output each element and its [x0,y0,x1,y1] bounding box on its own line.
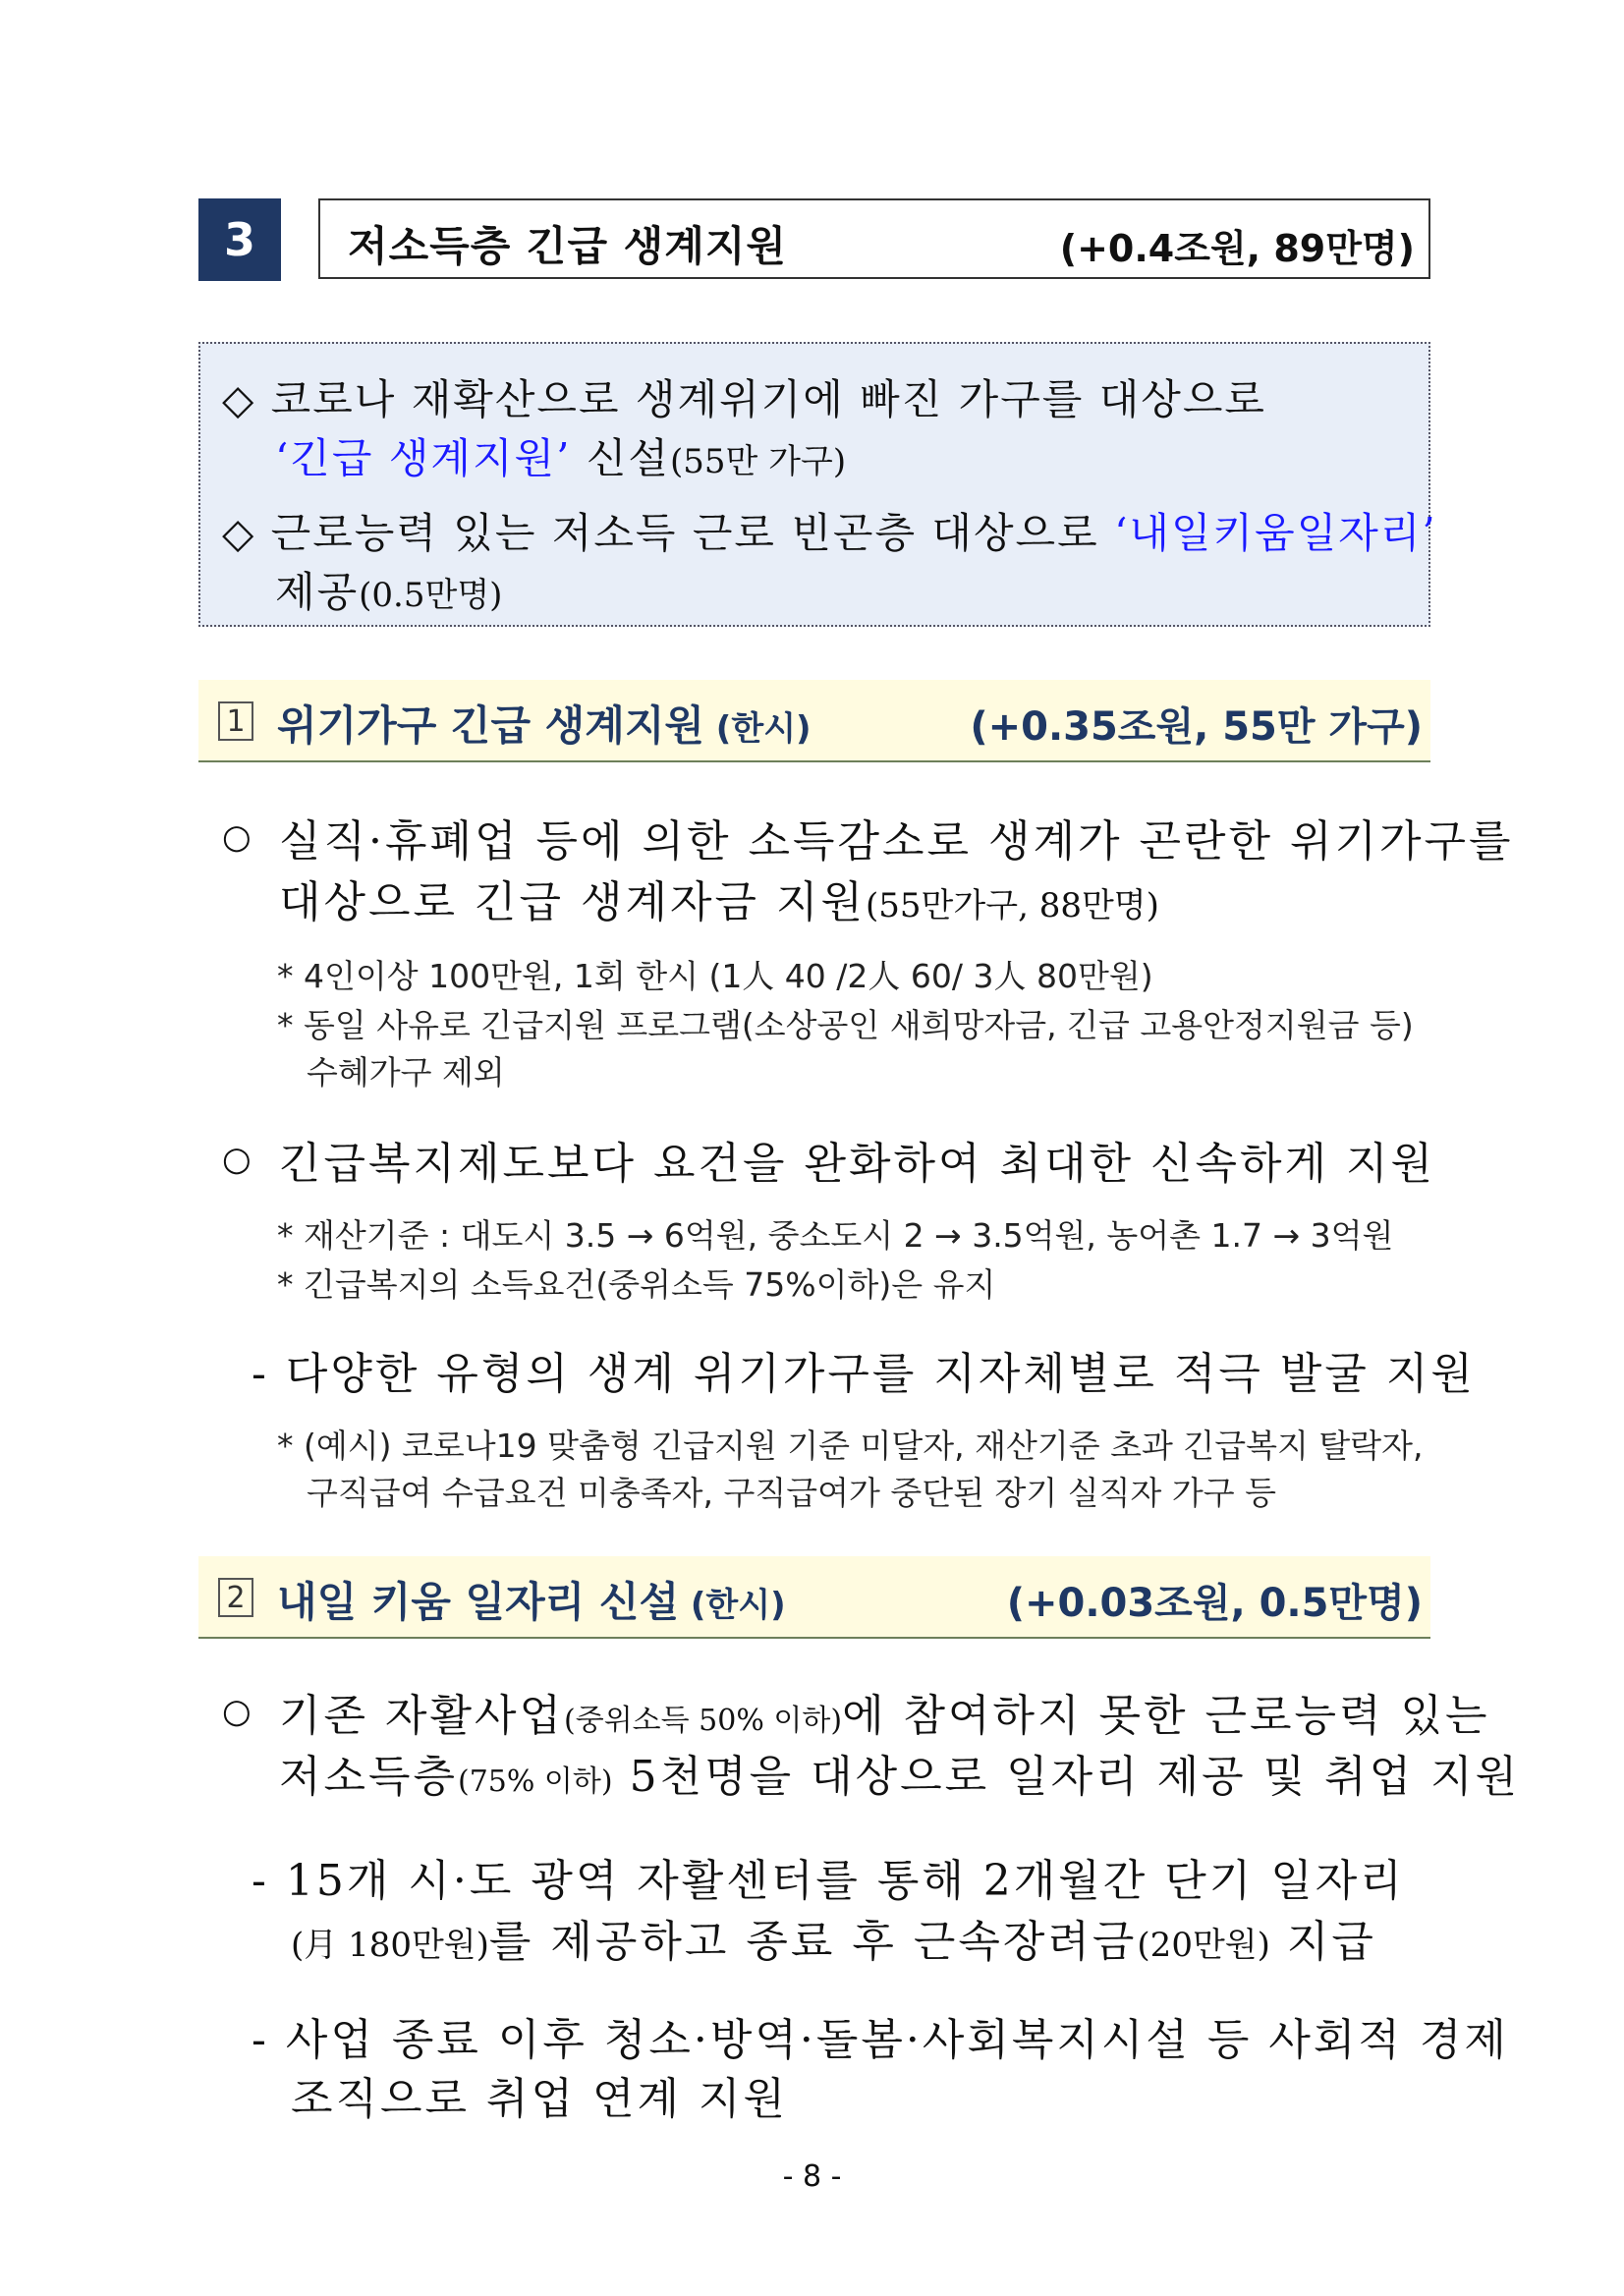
body-line [279,867,1159,929]
subsection-tag: (한시) [679,1586,786,1625]
section-title-box [318,198,1430,279]
subsection-title [277,694,812,753]
summary-box [198,342,1437,627]
section-title: 저소득층 긴급 생계지원 [348,222,787,270]
bullet-icon: ○ [222,817,252,857]
body-line: 긴급복지제도보다 요건을 완화하여 최대한 신속하게 지원 [279,1139,1436,1189]
summary-quote-1: ‘긴급 생계지원’ [275,434,572,482]
body-small: (20만원) [1137,1926,1270,1965]
bullet-icon: ○ [222,1692,252,1731]
subsection-number: 1 [218,701,253,741]
dash-line: 조직으로 취업 연계 지원 [291,2074,788,2124]
body-small: (중위소득 50% 이하) [564,1704,843,1738]
body-small: (75% 이하) [458,1764,613,1799]
note: 수혜가구 제외 [307,1053,505,1092]
subsection-title-text: 내일 키움 일자리 신설 [277,1578,680,1626]
summary-quote-2: ‘내일키움일자리’ [1114,509,1437,557]
body-text: 에 참여하지 못한 근로능력 있는 [842,1691,1490,1741]
subsection-title-text: 위기가구 긴급 생계지원 [277,701,704,750]
summary-line-2 [275,426,846,485]
note: 구직급여 수급요건 미충족자, 구직급여가 중단된 장기 실직자 가구 등 [307,1474,1276,1512]
body-text: 를 제공하고 종료 후 근속장려금 [488,1917,1138,1967]
note: * 재산기준 : 대도시 3.5 → 6억원, 중소도시 2 → 3.5억원, 농어촌 1.7 → 3억원 [277,1216,1394,1255]
dash-line [291,1906,1376,1969]
summary-text: 신설 [571,434,670,482]
section-meta: (+0.4조원, 89만명) [1059,227,1415,270]
summary-line-1: ◇ 코로나 재확산으로 생계위기에 빠진 가구를 대상으로 [222,375,1266,423]
summary-line-3 [222,501,1437,560]
dash-line: - 다양한 유형의 생계 위기가구를 지자체별로 적극 발굴 지원 [252,1349,1476,1399]
summary-text: ◇ 근로능력 있는 저소득 근로 빈곤층 대상으로 [222,509,1115,557]
dash-line: - 15개 시·도 광역 자활센터를 통해 2개월간 단기 일자리 [252,1856,1405,1906]
subsection-tag: (한시) [703,709,812,749]
note: * 긴급복지의 소득요건(중위소득 75%이하)은 유지 [277,1265,996,1304]
summary-small: (55만 가구) [669,442,847,481]
note: * 동일 사유로 긴급지원 프로그램(소상공인 새희망자금, 긴급 고용안정지원금 등) [277,1006,1414,1044]
summary-small: (0.5만명) [359,576,503,615]
summary-line-4 [275,560,502,619]
subsection-number: 2 [218,1578,253,1617]
body-line [279,1680,1490,1743]
body-text: 대상으로 긴급 생계자금 지원 [279,877,867,927]
page-number: - 8 - [782,2159,842,2194]
body-line [279,1741,1520,1804]
note: * 4인이상 100만원, 1회 한시 (1人 40 /2人 60/ 3人 80만원) [277,957,1153,995]
summary-text: 제공 [275,568,360,616]
subsection-meta: (+0.03조원, 0.5만명) [1006,1581,1423,1626]
body-text: 5천명을 대상으로 일자리 제공 및 취업 지원 [612,1752,1521,1802]
body-text: 저소득층 [279,1752,459,1802]
body-text: 지급 [1269,1917,1376,1967]
body-small: (月 180만원) [291,1926,489,1965]
body-line: 실직·휴폐업 등에 의한 소득감소로 생계가 곤란한 위기가구를 [279,816,1514,867]
subsection-2-header [198,1556,1430,1639]
subsection-title [277,1570,786,1629]
subsection-meta: (+0.35조원, 55만 가구) [970,704,1423,750]
body-text: 기존 자활사업 [279,1691,565,1741]
bullet-icon: ○ [222,1140,252,1179]
dash-line: - 사업 종료 이후 청소·방역·돌봄·사회복지시설 등 사회적 경제 [252,2015,1509,2065]
section-number: 3 [198,198,281,281]
body-small: (55만가구, 88만명) [866,886,1159,925]
subsection-1-header [198,680,1430,762]
note: * (예시) 코로나19 맞춤형 긴급지원 기준 미달자, 재산기준 초과 긴급복지 탈락자, [277,1427,1424,1465]
